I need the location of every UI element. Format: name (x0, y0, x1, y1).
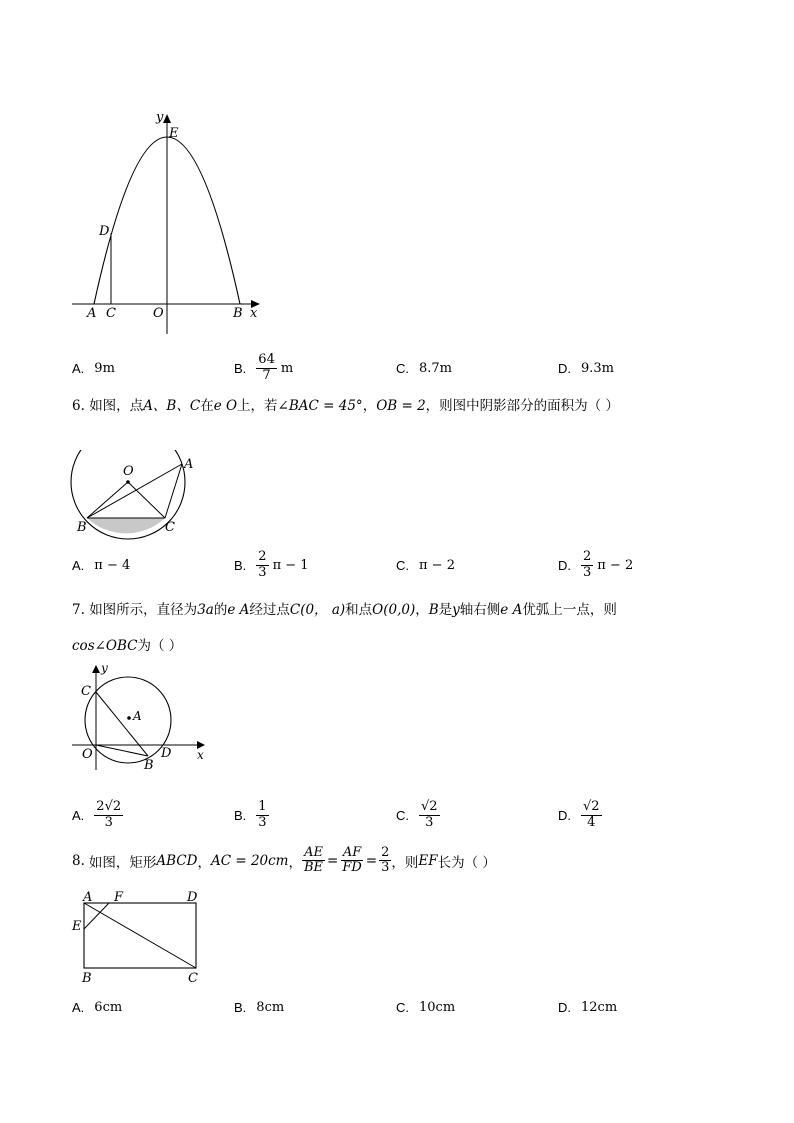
label-x: x (197, 748, 204, 762)
q6-option-c[interactable] (396, 545, 455, 585)
option-text: π − 4 (94, 557, 131, 573)
option-text: 12cm (581, 999, 618, 1015)
option-letter: A. (72, 999, 85, 1015)
option-text: 8.7m (419, 360, 453, 376)
q7-text: 是 (438, 602, 453, 618)
circle-figure-q7 (66, 660, 216, 775)
label-a: A (87, 306, 97, 321)
q7-number: 7. (72, 602, 85, 618)
label-a: A (184, 457, 194, 472)
label-e: E (72, 919, 82, 934)
denominator: 3 (425, 814, 434, 830)
y-axis-arrow (163, 114, 171, 123)
denominator: 3 (258, 564, 267, 580)
q7-circle: e A (227, 602, 250, 618)
option-letter: A. (72, 360, 85, 376)
numerator: 2 (258, 549, 267, 565)
option-letter: D. (558, 999, 571, 1015)
q8-rect: ABCD (156, 852, 198, 869)
q8-ac: AC = 20cm (210, 852, 289, 869)
label-d: D (161, 746, 172, 761)
q7-text: ， (415, 602, 429, 618)
q7-stem-line1 (72, 598, 617, 618)
rectangle-figure-q8 (66, 885, 216, 990)
q6-number: 6. (72, 398, 85, 414)
q6-circle: e O (213, 398, 238, 414)
q7-option-b[interactable] (234, 795, 269, 835)
fraction-2-3 (379, 846, 391, 876)
option-letter: B. (234, 999, 247, 1015)
label-c: C (81, 684, 91, 699)
numerator: AF (342, 845, 362, 860)
label-b: B (233, 306, 243, 321)
q7-text: 和点 (345, 602, 373, 618)
numerator: √2 (583, 799, 600, 815)
q7-cos: cos∠OBC (72, 638, 138, 654)
label-c: C (165, 520, 175, 535)
segment-ob (87, 482, 128, 518)
label-o: O (153, 306, 164, 321)
q5-option-b[interactable] (234, 348, 293, 388)
label-a: A (133, 709, 142, 723)
q6-ob: OB = 2 (376, 398, 426, 414)
option-text: 8cm (256, 999, 285, 1015)
denominator: 3 (583, 564, 592, 580)
option-letter: D. (558, 360, 571, 376)
fraction (256, 800, 268, 830)
label-c: C (106, 306, 116, 321)
q5-options (72, 348, 772, 388)
option-letter: B. (234, 557, 247, 573)
q8-option-b[interactable] (234, 987, 284, 1027)
unit: m (280, 360, 294, 376)
q8-ef: EF (418, 852, 438, 869)
q8-stem (72, 846, 496, 876)
numerator: AE (304, 845, 323, 860)
fraction-ae-be (302, 846, 325, 876)
numerator: 2√2 (96, 799, 122, 815)
fraction-af-fd (340, 846, 363, 876)
equals: = (365, 852, 378, 869)
option-letter: C. (396, 360, 409, 376)
q7-stem-line2 (72, 634, 182, 654)
option-letter: B. (234, 807, 247, 823)
q7-text: 优弧上一点，则 (522, 602, 617, 618)
option-letter: D. (558, 807, 571, 823)
q7-text: 的 (213, 602, 228, 618)
circle-figure-q6 (66, 450, 206, 545)
option-letter: C. (396, 807, 409, 823)
label-b: B (77, 520, 87, 535)
q7-options (72, 795, 772, 835)
y-axis-arrow (92, 665, 100, 673)
q7-option-c[interactable] (396, 795, 440, 835)
fraction (256, 353, 277, 383)
q8-option-c[interactable] (396, 987, 455, 1027)
option-letter: A. (72, 557, 85, 573)
q8-text: 长为（ ） (437, 854, 496, 871)
option-letter: C. (396, 557, 409, 573)
label-d: D (99, 224, 110, 239)
denominator: BE (303, 860, 324, 876)
numerator: 2 (583, 549, 592, 565)
denominator: 7 (262, 367, 271, 383)
label-b: B (144, 758, 154, 773)
q7-text: 如图所示，直径为 (89, 602, 198, 618)
fraction (581, 550, 593, 580)
q8-options (72, 987, 772, 1027)
option-letter: A. (72, 807, 85, 823)
denominator: 4 (587, 814, 596, 830)
denominator: 3 (381, 860, 390, 876)
q5-option-a[interactable] (72, 348, 115, 388)
q7-diameter: 3a (197, 602, 214, 618)
center-dot (126, 480, 130, 484)
label-e: E (169, 126, 179, 141)
option-rest: π − 2 (597, 557, 634, 573)
q7-option-d[interactable] (558, 795, 602, 835)
parabola-figure (60, 100, 280, 345)
q6-option-b[interactable] (234, 545, 309, 585)
option-letter: B. (234, 360, 247, 376)
q8-text: ， (288, 854, 302, 871)
q6-text: 上，若 (237, 398, 278, 414)
q8-option-d[interactable] (558, 987, 617, 1027)
option-rest: π − 1 (272, 557, 309, 573)
option-letter: C. (396, 999, 409, 1015)
q6-points: A、B、C (143, 398, 201, 414)
q5-option-d[interactable] (558, 348, 614, 388)
numerator: 1 (258, 799, 267, 815)
q8-text: ， (197, 854, 211, 871)
label-x: x (250, 306, 258, 321)
q6-text: ，则图中阴影部分的面积为（ ） (425, 398, 619, 414)
numerator: √2 (421, 799, 438, 815)
q7-option-a[interactable] (72, 795, 123, 835)
q6-stem (72, 394, 619, 414)
q7-text: 轴右侧 (459, 602, 501, 618)
option-text: 10cm (419, 999, 456, 1015)
q8-option-a[interactable] (72, 987, 122, 1027)
q8-text: ，则 (391, 854, 419, 871)
option-text: 6cm (94, 999, 123, 1015)
option-text: π − 2 (419, 557, 455, 573)
numerator: 2 (381, 845, 390, 860)
segment-oc (128, 482, 165, 518)
q6-text: 如图，点 (89, 398, 144, 414)
q7-text: 为（ ） (137, 638, 183, 654)
fraction (256, 550, 268, 580)
q7-text: 经过点 (249, 602, 290, 618)
circle-a (85, 677, 171, 763)
label-y: y (156, 110, 164, 125)
q6-text: ， (362, 398, 377, 414)
fraction (419, 800, 440, 830)
label-o: O (123, 464, 134, 479)
center-dot (127, 716, 131, 720)
q5-option-c[interactable] (396, 348, 452, 388)
q7-point-c: C(0， a) (289, 602, 346, 618)
label-b: B (82, 971, 92, 986)
q6-option-a[interactable] (72, 545, 130, 585)
q6-option-d[interactable] (558, 545, 633, 585)
segment-ef (84, 903, 109, 929)
q8-number: 8. (72, 852, 85, 869)
q6-text: 在 (200, 398, 214, 414)
denominator: 3 (104, 814, 113, 830)
option-letter: D. (558, 557, 571, 573)
q7-point-b: B (428, 602, 439, 618)
label-c: C (188, 971, 198, 986)
label-y: y (101, 661, 108, 675)
segment-ac (84, 903, 196, 968)
q6-options (72, 545, 772, 585)
q7-y-axis: y (452, 602, 460, 618)
q7-point-o: O(0,0) (372, 602, 416, 618)
label-d: D (187, 890, 198, 905)
label-a: A (83, 890, 93, 905)
option-text: 9m (94, 360, 115, 376)
equals: = (327, 852, 339, 869)
label-f: F (114, 890, 124, 905)
label-o: O (82, 747, 93, 762)
denominator: FD (342, 860, 362, 876)
denominator: 3 (258, 814, 267, 830)
numerator: 64 (258, 352, 275, 368)
q7-circle: e A (500, 602, 523, 618)
q8-text: 如图，矩形 (88, 854, 157, 871)
fraction (581, 800, 602, 830)
fraction (94, 800, 123, 830)
q6-angle: ∠BAC = 45° (277, 398, 363, 414)
option-text: 9.3m (581, 360, 615, 376)
